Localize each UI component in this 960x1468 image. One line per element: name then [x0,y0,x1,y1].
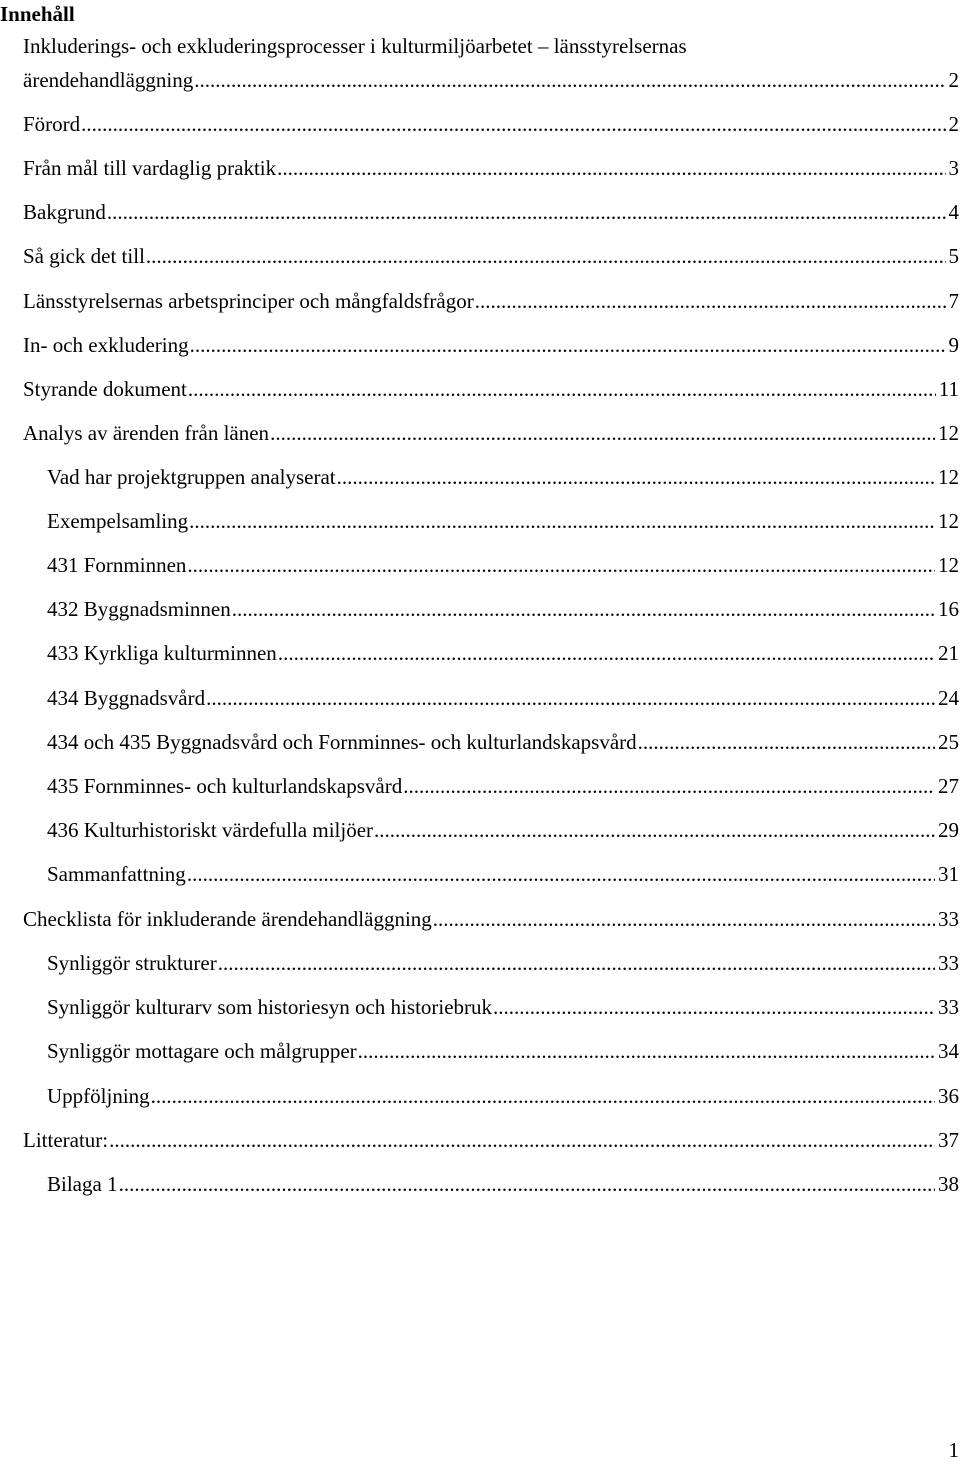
toc-entry-page: 25 [938,730,959,754]
toc-entry-title-first-line[interactable]: Inkluderings- och exkluderingsprocesser i kulturmiljöarbetet – länsstyrelsernas [23,34,687,58]
toc-entry[interactable] [47,685,959,711]
toc-entry-page: 33 [938,951,959,975]
toc-entry-title: Förord [23,112,81,136]
toc-entry-page: 33 [938,907,959,931]
toc-dot-leader [81,111,945,137]
toc-entry-title: Bilaga 1 [47,1172,118,1196]
toc-entry-page: 33 [938,995,959,1019]
toc-entry-page: 4 [948,200,959,224]
toc-entry[interactable] [47,596,959,622]
toc-entry[interactable] [47,640,959,666]
toc-entry[interactable] [47,950,959,976]
toc-entry[interactable] [23,288,959,314]
toc-entry-page: 36 [938,1084,959,1108]
toc-entry-title: 431 Fornminnen [47,553,187,577]
toc-dot-leader [337,464,935,490]
toc-entry-page: 7 [948,289,959,313]
toc-dot-leader [232,596,935,622]
toc-entry-page: 34 [938,1039,959,1063]
toc-entry-page: 21 [938,641,959,665]
toc-entry-page: 16 [938,597,959,621]
toc-entry-title: Synliggör kulturarv som historiesyn och historiebruk [47,995,493,1019]
toc-entry-title: Analys av ärenden från länen [23,421,270,445]
toc-entry[interactable] [47,464,959,490]
toc-dot-leader [151,1083,935,1109]
toc-entry-title: 432 Byggnadsminnen [47,597,231,621]
toc-dot-leader [194,67,945,93]
toc-entry-page: 24 [938,686,959,710]
toc-entry-page: 11 [938,377,959,401]
toc-entry-title: ärendehandläggning [23,68,194,92]
toc-dot-leader [374,817,935,843]
toc-dot-leader [190,332,946,358]
toc-dot-leader [107,199,946,225]
toc-entry[interactable] [23,332,959,358]
toc-dot-leader [119,1171,935,1197]
page-number: 1 [948,1438,959,1462]
toc-entry-page: 38 [938,1172,959,1196]
toc-dot-leader [188,376,936,402]
toc-entry[interactable] [23,906,959,932]
toc-entry[interactable] [47,1083,959,1109]
toc-dot-leader [206,685,935,711]
toc-entry-title: Litteratur: [23,1128,109,1152]
toc-entry-page: 37 [938,1128,959,1152]
toc-entry[interactable] [23,1127,959,1153]
toc-entry-page: 31 [938,862,959,886]
toc-entry-page: 2 [948,68,959,92]
toc-dot-leader [218,950,935,976]
toc-entry-page: 2 [948,112,959,136]
toc-entry[interactable] [47,1038,959,1064]
toc-entry[interactable] [23,67,959,93]
toc-dot-leader [109,1127,935,1153]
toc-entry-title: Så gick det till [23,244,145,268]
toc-entry-page: 27 [938,774,959,798]
toc-entry-page: 12 [938,553,959,577]
toc-entry-title: In- och exkludering [23,333,189,357]
toc-dot-leader [146,243,946,269]
toc-dot-leader [187,552,935,578]
toc-entry[interactable] [47,508,959,534]
toc-entry-page: 12 [938,465,959,489]
toc-entry-title: Vad har projektgruppen analyserat [47,465,336,489]
toc-entry-title: Synliggör mottagare och målgrupper [47,1039,357,1063]
toc-dot-leader [493,994,935,1020]
toc-entry-title: 435 Fornminnes- och kulturlandskapsvård [47,774,403,798]
toc-dot-leader [187,861,935,887]
toc-entry-title: Synliggör strukturer [47,951,217,975]
toc-dot-leader [189,508,935,534]
toc-entry-title: Bakgrund [23,200,106,224]
toc-entry[interactable] [47,552,959,578]
toc-entry-page: 12 [938,421,959,445]
toc-dot-leader [358,1038,935,1064]
toc-entry-page: 5 [948,244,959,268]
toc-entry[interactable] [47,817,959,843]
toc-entry-page: 3 [948,156,959,180]
toc-entry-title: Från mål till vardaglig praktik [23,156,277,180]
toc-entry-title: Sammanfattning [47,862,186,886]
toc-entry[interactable] [23,420,959,446]
toc-heading: Innehåll [0,2,75,26]
toc-dot-leader [277,155,945,181]
toc-entry[interactable] [23,243,959,269]
toc-entry[interactable] [47,729,959,755]
toc-entry-title: Länsstyrelsernas arbetsprinciper och mångfaldsfrågor [23,289,474,313]
toc-entry[interactable] [23,199,959,225]
toc-entry[interactable] [23,155,959,181]
toc-dot-leader [638,729,935,755]
toc-entry-page: 9 [948,333,959,357]
toc-entry[interactable] [47,994,959,1020]
toc-entry[interactable] [23,376,959,402]
toc-entry-title: Exempelsamling [47,509,189,533]
toc-dot-leader [403,773,935,799]
toc-entry-title: Checklista för inkluderande ärendehandläggning [23,907,432,931]
toc-dot-leader [278,640,935,666]
toc-entry-title: 434 och 435 Byggnadsvård och Fornminnes- och kulturlandskapsvård [47,730,637,754]
toc-dot-leader [270,420,935,446]
toc-dot-leader [433,906,935,932]
toc-entry[interactable] [47,861,959,887]
toc-entry[interactable] [47,1171,959,1197]
toc-entry[interactable] [47,773,959,799]
toc-entry-page: 12 [938,509,959,533]
toc-entry-title: 434 Byggnadsvård [47,686,206,710]
toc-entry[interactable] [23,111,959,137]
toc-entry-title: 436 Kulturhistoriskt värdefulla miljöer [47,818,374,842]
toc-entry-title: 433 Kyrkliga kulturminnen [47,641,277,665]
toc-entry-title: Styrande dokument [23,377,187,401]
toc-dot-leader [475,288,946,314]
toc-entry-title: Uppföljning [47,1084,150,1108]
toc-entry-page: 29 [938,818,959,842]
